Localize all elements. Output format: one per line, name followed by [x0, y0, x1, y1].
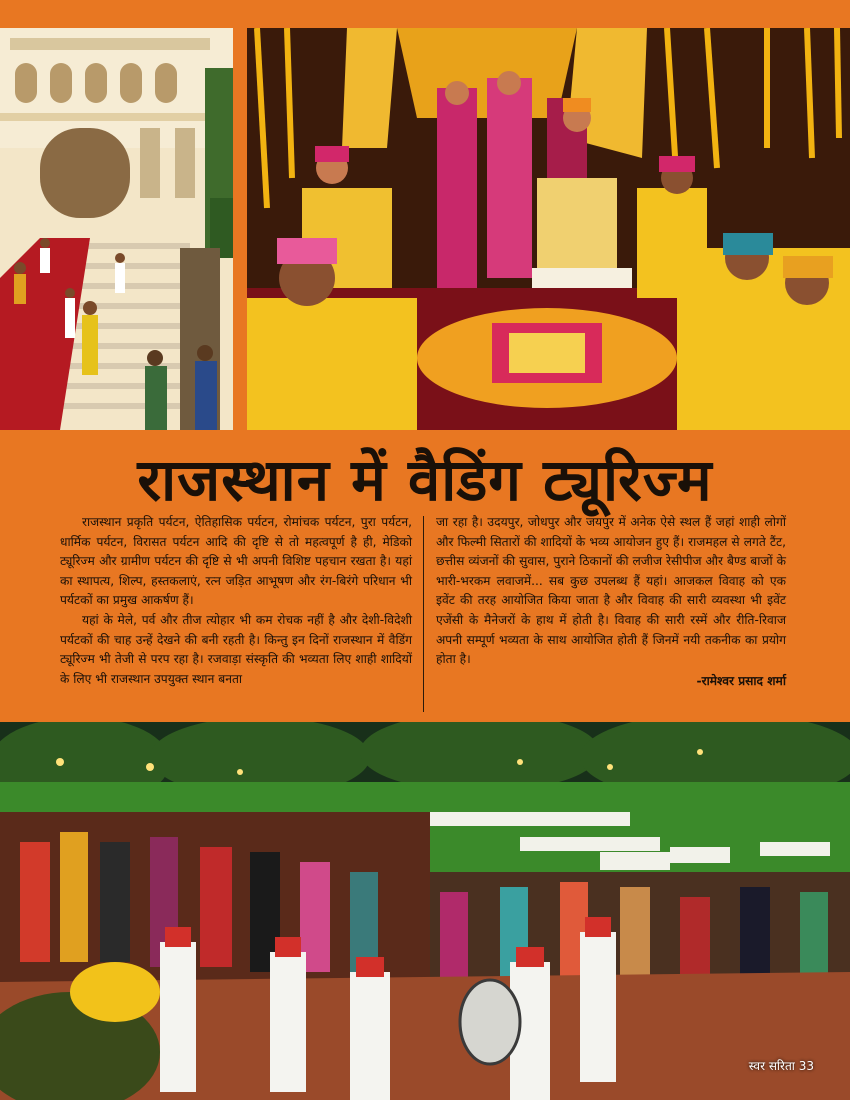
article-title: राजस्थान में वैडिंग ट्यूरिज्म: [137, 446, 713, 514]
page-footer: [749, 1057, 814, 1074]
magazine-name: स्वर सरिता: [748, 1059, 795, 1073]
garden-reception-photo: [0, 722, 850, 1100]
left-paragraph-1: राजस्थान प्रकृति पर्यटन, ऐतिहासिक पर्यटन, रोमांचक पर्यटन, पुरा पर्यटन, धार्मिक पर्यटन, विरासत पर्यटन आदि की दृष्टि से तो महत्वपूर्ण है ही, मेडिको ट्यूरिज्म और ग्रामीण पर्यटन की दृष्टि से भी अपनी विशिष्ट पहचान रखता है। यहां का स्थापत्य, शिल्प, हस्तकलाएं, रत्न जड़ित आभूषण और रंग-बिरंगे परिधान भी पर्यटकों का प्रमुख आकर्षण हैं।: [60, 515, 412, 608]
right-paragraph-1: जा रहा है। उदयपुर, जोधपुर और जयपुर में अनेक ऐसे स्थल हैं जहां शाही लोगों और फिल्मी सितारों की शादियों के भव्य आयोजन हुए हैं। राजमहल से लगते टैंट, छत्तीस व्यंजनों की सुवास, पुराने ठिकानों की लजीज रेसीपीज और बैण्ड बाजों के भारी-भरकम लवाजमें... सब कुछ उपलब्ध हैं यहां। आजकल विवाह को एक इवेंट की तरह आयोजित किया जाता है और विवाह की सारी व्यवस्था भी इवेंट एजेंसी के मैनेजरों के हाथ में होती है। विवाह की सारी रस्में और रीति-रिवाज अपनी सम्पूर्ण भव्यता के साथ आयोजित होती हैं जिनमें नयी तकनीक का प्रयोग होता है।: [436, 515, 786, 667]
page-number: 33: [798, 1059, 814, 1073]
wedding-ceremony-photo: [247, 28, 850, 430]
column-divider: [423, 516, 424, 712]
article-left-column: [60, 513, 412, 689]
author-byline: -रामेश्वर प्रसाद शर्मा: [696, 673, 786, 688]
article-right-column: [436, 513, 786, 691]
left-paragraph-2: यहां के मेले, पर्व और तीज त्योहार भी कम रोचक नहीं है और देशी-विदेशी पर्यटकों की चाह उन्हें देखने की बनी रहती है। किन्तु इन दिनों राजस्थान में वैडिंग ट्यूरिज्म भी तेजी से परप रहा है। रजवाड़ा संस्कृति की भव्यता लिए शाही शादियों के लिए भी राजस्थान उपयुक्त स्थान बनता: [60, 612, 412, 686]
palace-steps-photo: [0, 28, 233, 430]
